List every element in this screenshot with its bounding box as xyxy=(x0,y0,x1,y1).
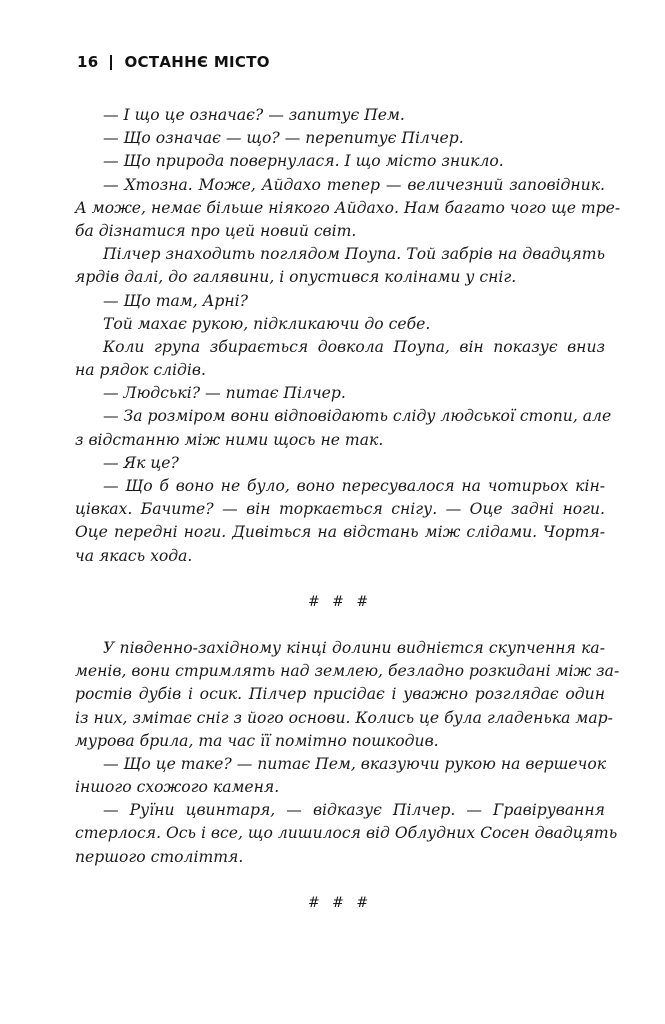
text-line: ростів дубів і осик. Пілчер присідає і уважно розглядає один xyxy=(75,685,605,704)
text-line: — Людські? — питає Пілчер. xyxy=(103,384,346,403)
running-header xyxy=(77,53,270,71)
text-line: стерлося. Ось і все, що лишилося від Облудних Сосен двадцять xyxy=(75,824,618,843)
book-title: ОСТАННЄ МІСТО xyxy=(124,53,270,71)
text-line: на рядок слідів. xyxy=(75,361,206,380)
text-line: з відстанню між ними щось не так. xyxy=(75,430,384,449)
text-line: ча якась хода. xyxy=(75,546,193,565)
text-line: Пілчер знаходить поглядом Поупа. Той забрів на двадцять xyxy=(103,245,605,264)
text-line: Той махає рукою, підкликаючи до себе. xyxy=(103,314,431,333)
header-divider xyxy=(110,55,112,70)
page-number: 16 xyxy=(77,53,99,71)
text-line: — І що це означає? — запитує Пем. xyxy=(103,106,405,124)
text-line: менів, вони стримлять над землею, безладно розкидані між за- xyxy=(75,662,620,681)
text-line: У південно-західному кінці долини виднієтся скупчення ка- xyxy=(103,638,605,657)
text-line: — За розміром вони відповідають сліду людської стопи, але xyxy=(103,407,612,426)
text-line: — Що природа повернулася. І що місто зникло. xyxy=(103,152,504,171)
text-line: — Як це? xyxy=(103,453,179,472)
body-text xyxy=(75,104,621,938)
text-line: — Руїни цвинтаря, — відказує Пілчер. — Гравірування xyxy=(103,801,605,820)
text-line: іншого схожого каменя. xyxy=(75,778,280,797)
text-line: — Що там, Арні? xyxy=(103,291,249,310)
text-line: — Що це таке? — питає Пем, вказуючи рукою на вершечок xyxy=(103,754,607,773)
text-line: Коли група збирається довкола Поупа, він показує вниз xyxy=(103,337,605,356)
text-line: цівках. Бачите? — він торкається снігу. — Оце задні ноги. xyxy=(75,500,605,519)
text-line: — Що означає — що? — перепитує Пілчер. xyxy=(103,129,464,148)
text-line: — Хтозна. Може, Айдахо тепер — величезний заповідник. xyxy=(103,175,605,194)
text-line: Оце передні ноги. Дивіться на відстань між слідами. Чортя- xyxy=(75,523,605,542)
text-line: із них, змітає сніг з його основи. Колись це була гладенька мар- xyxy=(75,708,613,727)
text-line: першого століття. xyxy=(75,847,244,866)
text-line: ба дізнатися про цей новий світ. xyxy=(75,221,357,240)
text-line: — Що б воно не було, воно пересувалося на чотирьох кін- xyxy=(103,477,605,495)
text-line: ярдів далі, до галявини, і опустився колінами у сніг. xyxy=(75,268,517,287)
section-separator: # # # xyxy=(307,894,373,911)
text-line: А може, немає більше ніякого Айдахо. Нам багато чого ще тре- xyxy=(75,198,621,217)
text-line: мурова брила, та час її помітно пошкодив. xyxy=(75,731,439,750)
section-separator: # # # xyxy=(307,593,373,610)
